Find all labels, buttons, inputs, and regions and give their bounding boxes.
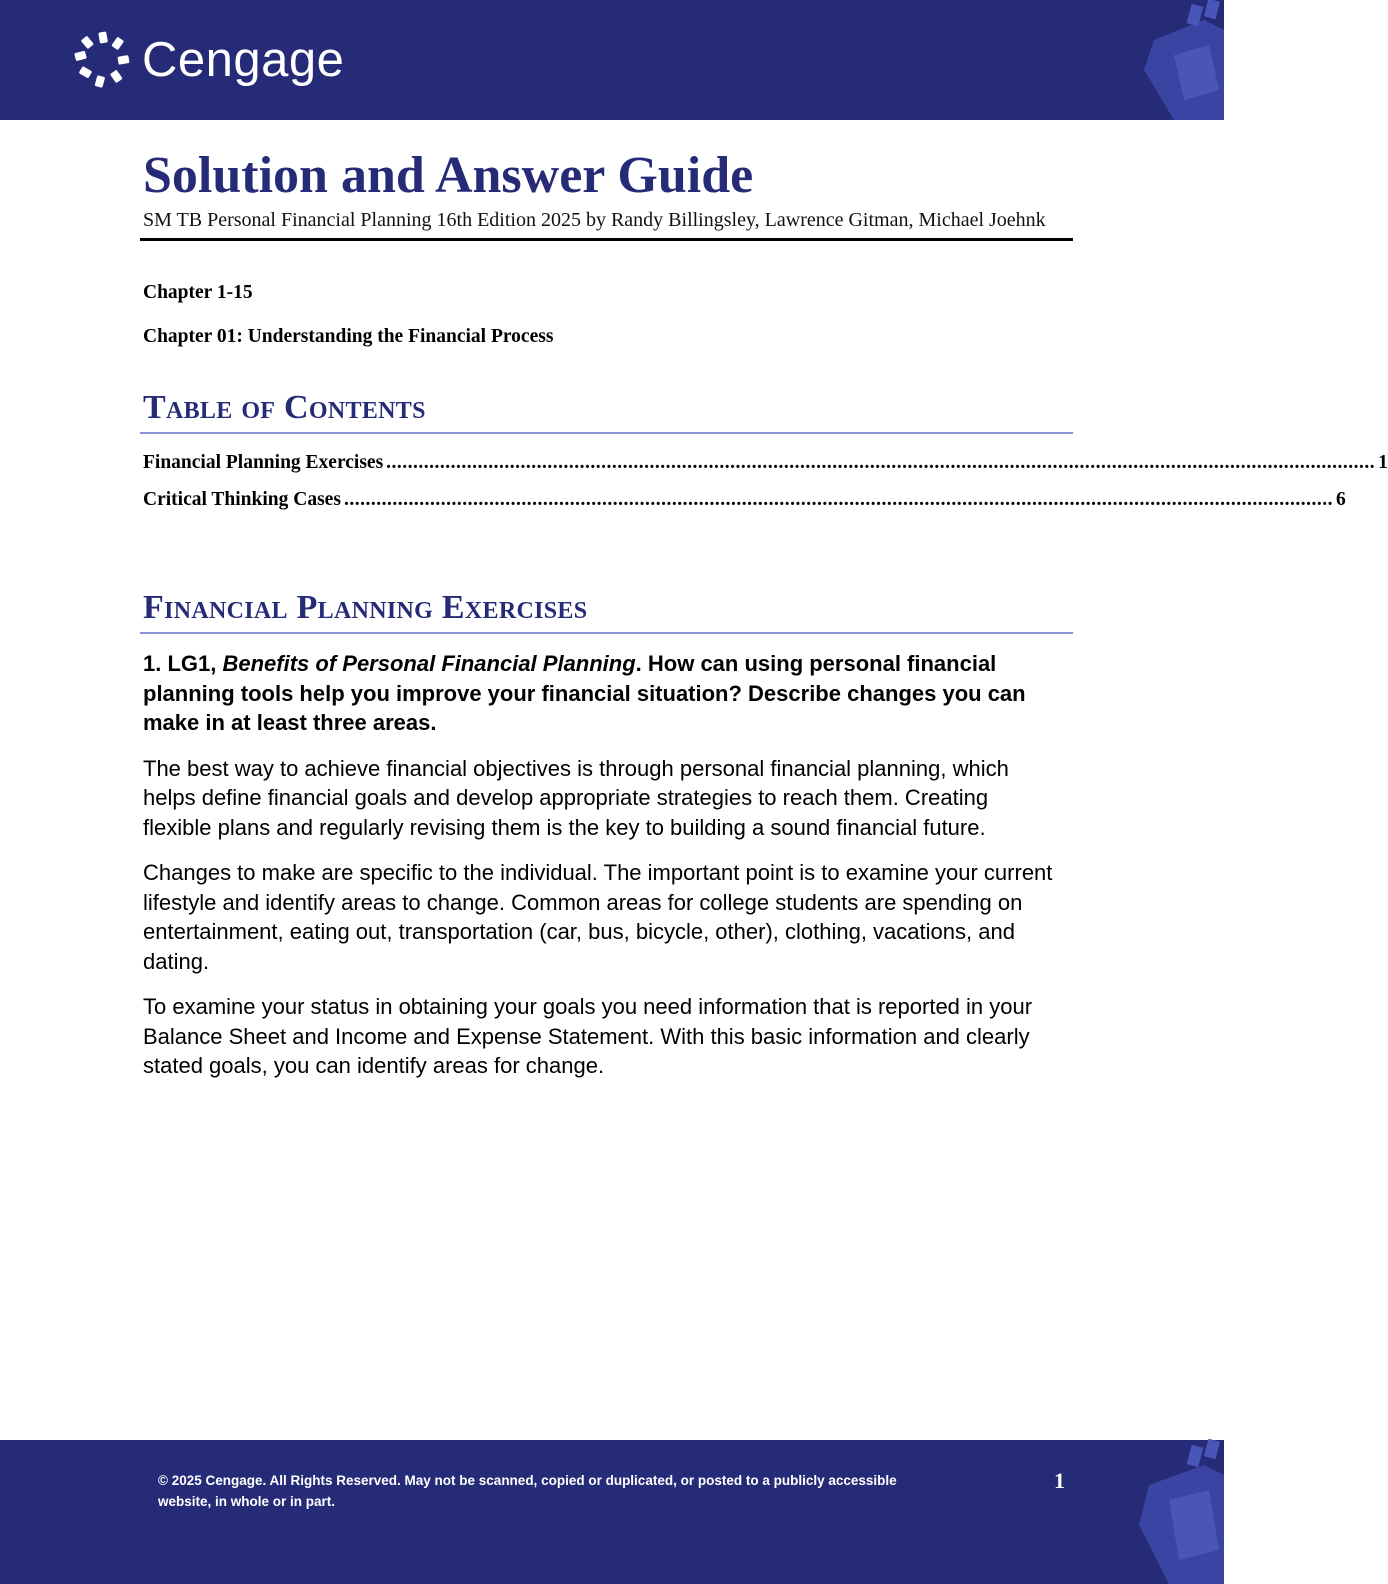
question-number: 1. LG1, bbox=[143, 651, 217, 676]
page-number: 1 bbox=[1054, 1468, 1065, 1493]
title-divider bbox=[140, 238, 1073, 241]
question-1 bbox=[143, 649, 1074, 738]
answer-paragraph: To examine your status in obtaining your goals you need information that is reported in your Balance Sheet and Income and Expense Statement. With this basic information and clearly stated goals, you can identify areas for change. bbox=[143, 994, 1033, 1078]
document-subtitle: SM TB Personal Financial Planning 16th Edition 2025 by Randy Billingsley, Lawrence Gitman, Michael Joehnk bbox=[143, 209, 1046, 231]
question-topic: Benefits of Personal Financial Planning bbox=[222, 651, 636, 676]
toc-entry-page: 1 bbox=[1378, 452, 1388, 473]
toc-divider bbox=[140, 432, 1073, 434]
answer-paragraph: Changes to make are specific to the individual. The important point is to examine your current lifestyle and identify areas to change. Common areas for college students are spending on entertainment, eating out, transportation (car, bus, bicycle, other), clothing, vacations, and dating. bbox=[143, 860, 1053, 974]
chapter-title: Chapter 01: Understanding the Financial Process bbox=[143, 326, 554, 347]
toc-entry-title: Financial Planning Exercises bbox=[143, 452, 384, 473]
document-title: Solution and Answer Guide bbox=[143, 147, 754, 204]
section-divider bbox=[140, 632, 1073, 634]
chapter-range: Chapter 1-15 bbox=[143, 282, 253, 303]
toc-entry[interactable] bbox=[143, 451, 1388, 475]
copyright-notice: © 2025 Cengage. All Rights Reserved. May not be scanned, copied or duplicated, or posted to a publicly accessible website, in whole or in part. bbox=[158, 1473, 897, 1509]
page-header bbox=[0, 0, 1224, 120]
corner-decoration-icon bbox=[1134, 0, 1224, 120]
brand-name: Cengage bbox=[142, 33, 345, 87]
toc-heading: Table of Contents bbox=[143, 389, 426, 426]
page-footer bbox=[0, 1440, 1224, 1584]
toc-entry[interactable] bbox=[143, 488, 1346, 512]
exercises-section bbox=[143, 588, 1074, 1081]
section-heading: Financial Planning Exercises bbox=[143, 589, 588, 626]
answer-paragraph: The best way to achieve financial objectives is through personal financial planning, which helps define financial goals and develop appropriate strategies to reach them. Creating flexible plans and regularly revising them is the key to building a sound financial future. bbox=[143, 755, 1009, 840]
toc-leader: ........................................................................................................................................................................................ bbox=[386, 452, 1376, 473]
question-text: . How can using personal financial planning tools help you improve your financial situation? Describe changes you can make in at least three areas. bbox=[143, 651, 1026, 735]
toc-entry-title: Critical Thinking Cases bbox=[143, 489, 341, 510]
toc-leader: ........................................................................................................................................................................................ bbox=[343, 489, 1333, 510]
cengage-logo bbox=[72, 30, 344, 90]
document-body bbox=[143, 145, 1388, 1078]
footer-decoration-icon bbox=[1134, 1440, 1224, 1584]
toc-entry-page: 6 bbox=[1335, 489, 1346, 510]
cengage-starburst-icon bbox=[72, 30, 134, 90]
table-of-contents bbox=[143, 388, 1388, 512]
